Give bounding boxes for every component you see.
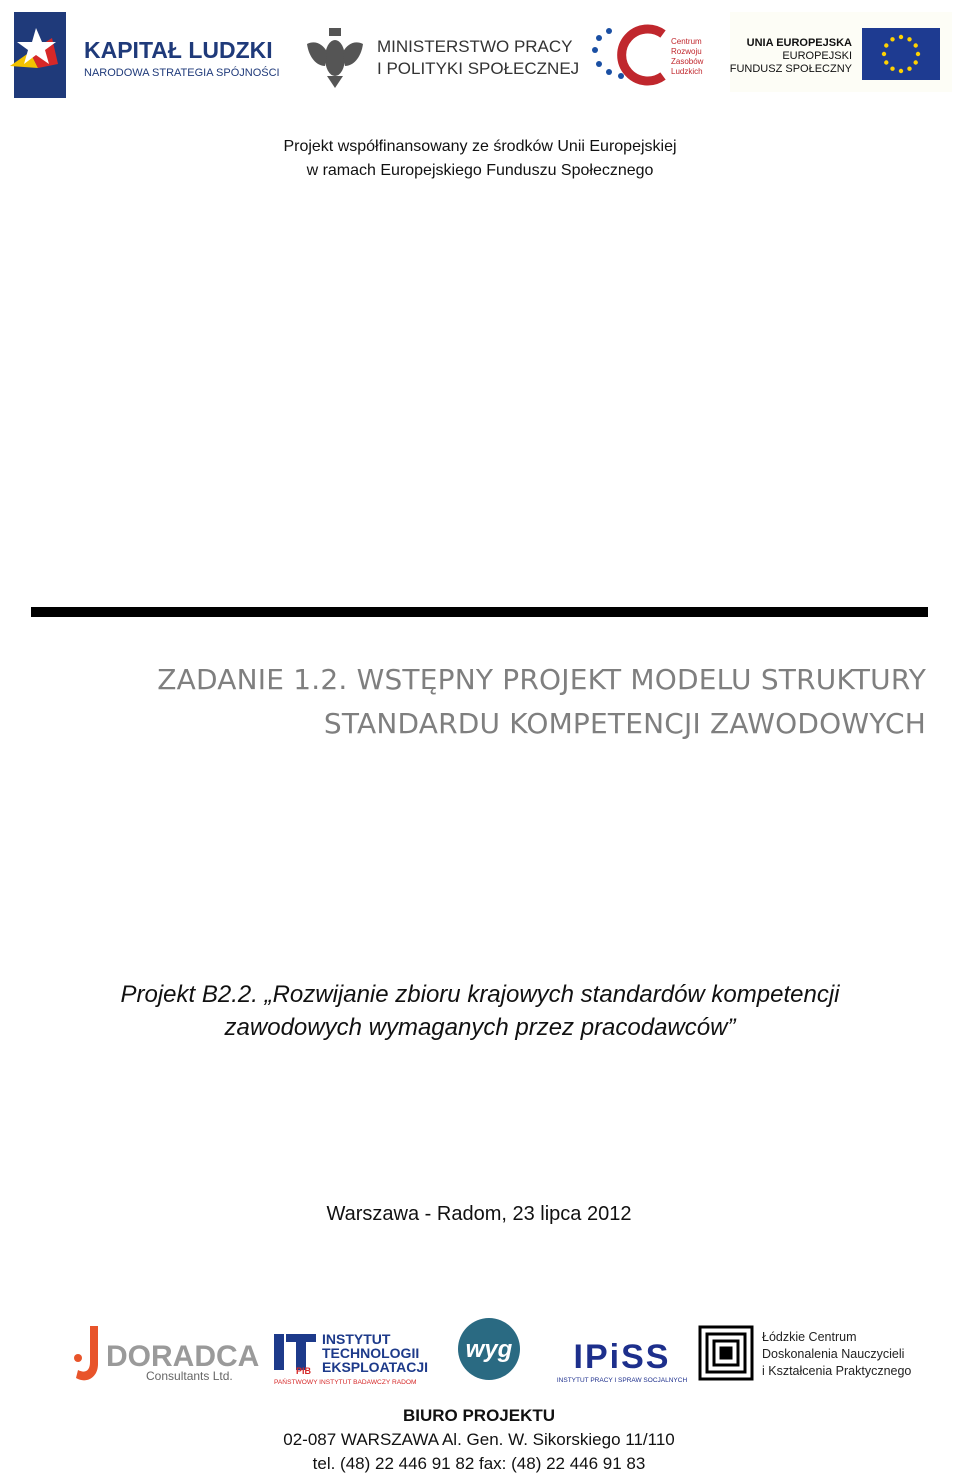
project-office-footer	[0, 1404, 958, 1476]
czl-logo	[585, 24, 720, 84]
eu-star-icon	[899, 69, 903, 73]
doradca-sub: Consultants Ltd.	[146, 1369, 233, 1383]
wyg-logo	[456, 1316, 522, 1382]
eu-esf-logo	[730, 12, 952, 92]
itee-line2: TECHNOLOGII	[322, 1345, 420, 1361]
kapital-ludzki-logo	[8, 8, 283, 100]
eu-star-icon	[899, 35, 903, 39]
place-date: Warszawa - Radom, 23 lipca 2012	[326, 1203, 632, 1225]
eu-star-icon	[890, 37, 894, 41]
eu-star-icon	[890, 67, 894, 71]
ministry-line2: I POLITYKI SPOŁECZNEJ	[377, 59, 580, 78]
project-name	[0, 978, 960, 1044]
office-phone: tel. (48) 22 446 91 82 fax: (48) 22 446 91 83	[312, 1454, 646, 1473]
lodz-line3: i Kształcenia Praktycznego	[762, 1364, 912, 1378]
cofinancing-note	[0, 135, 960, 183]
czl-crescent	[622, 29, 663, 81]
eu-star-icon	[907, 67, 911, 71]
eagle-icon	[307, 28, 363, 88]
ipiss-name: IPiSS	[573, 1338, 671, 1376]
title-line1: ZADANIE 1.2. WSTĘPNY PROJEKT MODELU STRUKTURY	[157, 663, 926, 696]
cofinancing-line1: Projekt współfinansowany ze środków Unii Europejskiej	[283, 138, 677, 155]
project-line2: zawodowych wymaganych przez pracodawców”	[224, 1014, 736, 1041]
project-line1: Projekt B2.2. „Rozwijanie zbioru krajowych standardów kompetencji	[120, 981, 840, 1008]
eu-line1: UNIA EUROPEJSKA	[746, 37, 852, 49]
doradca-j-icon	[76, 1326, 98, 1380]
eu-star-icon	[914, 60, 918, 64]
itee-sub: PAŃSTWOWY INSTYTUT BADAWCZY RADOM	[274, 1379, 417, 1386]
eu-star-icon	[907, 37, 911, 41]
office-heading: BIURO PROJEKTU	[402, 1406, 556, 1425]
ipiss-sub: INSTYTUT PRACY I SPRAW SOCJALNYCH	[556, 1377, 688, 1384]
cofinancing-line2: w ramach Europejskiego Funduszu Społecznego	[306, 162, 654, 179]
itee-line1: INSTYTUT	[322, 1331, 391, 1347]
ministry-line1: MINISTERSTWO PRACY	[377, 37, 573, 56]
eu-line3: FUNDUSZ SPOŁECZNY	[729, 63, 852, 75]
wyg-text: wyg	[465, 1336, 513, 1363]
lcdnikp-logo	[698, 1325, 928, 1383]
czl-line1: Centrum	[671, 37, 702, 46]
eu-star-icon	[916, 52, 920, 56]
lodz-line1: Łódzkie Centrum	[762, 1330, 857, 1344]
nested-squares-icon	[700, 1327, 752, 1379]
ministry-logo	[305, 22, 580, 90]
itee-line3: EKSPLOATACJI	[322, 1359, 429, 1375]
title-divider	[31, 607, 928, 617]
ipiss-logo	[556, 1330, 688, 1386]
czl-line4: Ludzkich	[671, 67, 703, 76]
doradca-name: DORADCA	[106, 1340, 260, 1373]
eu-star-icon	[884, 43, 888, 47]
czl-line3: Zasobów	[671, 57, 704, 66]
kl-subtitle: NARODOWA STRATEGIA SPÓJNOŚCI	[84, 67, 280, 79]
eu-line2: EUROPEJSKI	[782, 50, 852, 62]
eu-star-icon	[882, 52, 886, 56]
itee-logo	[272, 1328, 428, 1386]
doradca-logo	[70, 1322, 260, 1388]
lodz-line2: Doskonalenia Nauczycieli	[762, 1347, 905, 1361]
eu-star-icon	[914, 43, 918, 47]
eu-star-icon	[884, 60, 888, 64]
document-title	[66, 658, 926, 746]
kl-title: KAPITAŁ LUDZKI	[84, 37, 273, 63]
title-line2: STANDARDU KOMPETENCJI ZAWODOWYCH	[323, 707, 926, 740]
czl-line2: Rozwoju	[671, 47, 702, 56]
itee-pib: PIB	[296, 1366, 312, 1376]
office-address: 02-087 WARSZAWA Al. Gen. W. Sikorskiego 11/110	[283, 1430, 675, 1449]
